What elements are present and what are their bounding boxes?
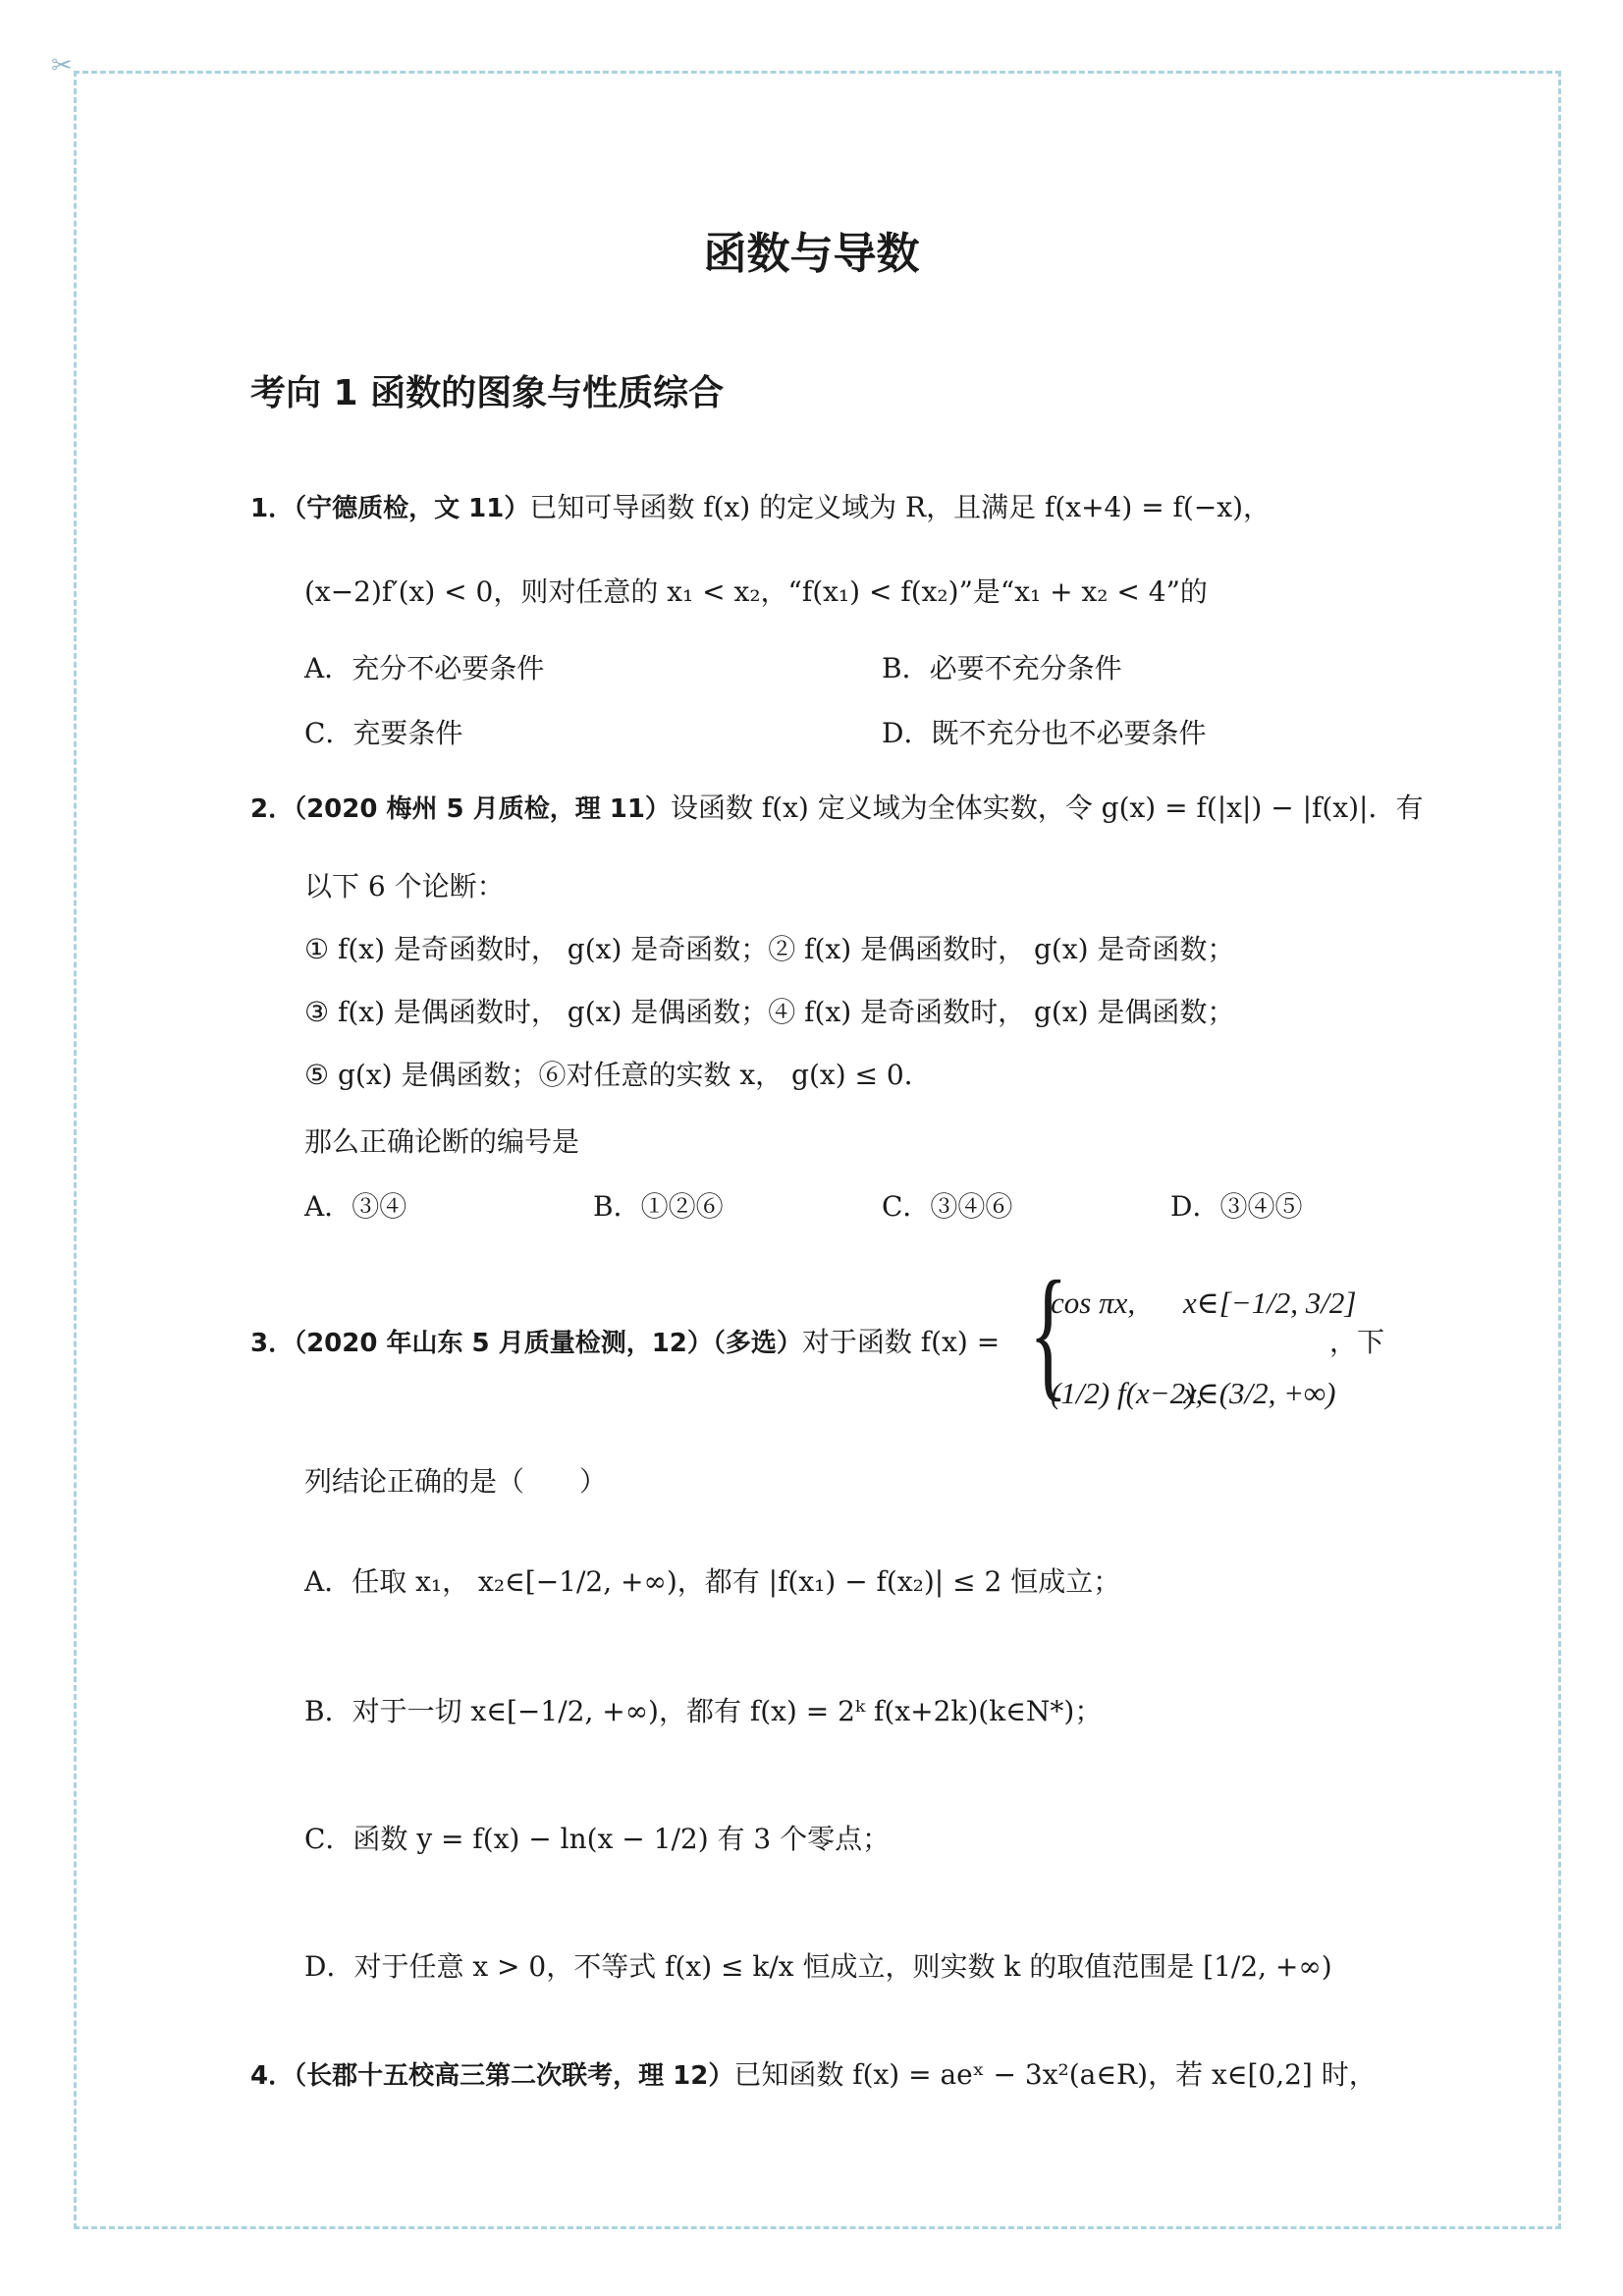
q1-line1 [250,491,1271,524]
q2-line2: 以下 6 个论断： [304,870,505,902]
q3-option-c: C．函数 y = f(x) − ln(x − 1/2) 有 3 个零点； [304,1823,891,1855]
piecewise-brace: { [1029,1251,1068,1414]
q3-stem: 对于函数 f(x) = [801,1326,1001,1358]
q4-number: 4． [250,2061,295,2091]
q3-case1-domain: x∈[−1/2, 3/2] [1183,1285,1357,1320]
q2-statement-1: ① f(x) 是奇函数时， g(x) 是奇函数；② f(x) 是偶函数时， g(x) 是奇函数； [304,933,1235,965]
q1-option-b: B．必要不充分条件 [882,652,1122,684]
scissors-icon: ✂ [51,51,73,81]
q4-stem1: 已知函数 f(x) = aeˣ − 3x²(a∈R)，若 x∈[0,2] 时， [733,2058,1377,2091]
q2-option-a: A．③④ [304,1190,407,1223]
q2-statement-2: ③ f(x) 是偶函数时， g(x) 是偶函数；④ f(x) 是奇函数时， g(x) 是偶函数； [304,996,1235,1028]
q1-source: （宁德质检，文 11） [294,494,530,523]
q1-option-d: D．既不充分也不必要条件 [882,717,1207,749]
q3-option-d: D．对于任意 x > 0，不等式 f(x) ≤ k/x 恒成立，则实数 k 的取值范围是 [1/2, +∞) [304,1950,1332,1983]
page-title: 函数与导数 [703,229,920,279]
q1-number: 1． [250,494,295,523]
q1-option-a: A．充分不必要条件 [304,652,545,684]
q2-source: （2020 梅州 5 月质检，理 11） [294,794,671,824]
q2-stem1: 设函数 f(x) 定义域为全体实数，令 g(x) = f(|x|) − |f(x)|．有 [670,792,1424,824]
q3-case1-expr: cos πx, [1051,1285,1136,1320]
section-heading: 考向 1 函数的图象与性质综合 [250,373,725,413]
q1-stem1: 已知可导函数 f(x) 的定义域为 R，且满足 f(x+4) = f(−x)， [529,491,1271,523]
q3-number: 3． [250,1329,295,1358]
q3-case2-domain: x∈(3/2, +∞) [1183,1376,1336,1410]
q1-option-c: C．充要条件 [304,717,463,749]
q2-option-d: D．③④⑤ [1170,1190,1303,1223]
q3-line2: 列结论正确的是（ ） [304,1465,608,1498]
q3-line1 [250,1326,1000,1359]
q3-option-b: B．对于一切 x∈[−1/2, +∞)，都有 f(x) = 2ᵏ f(x+2k)(k∈N*)； [304,1695,1103,1727]
q4-line1 [250,2058,1377,2092]
q3-option-a: A．任取 x₁， x₂∈[−1/2, +∞)，都有 |f(x₁) − f(x₂)| ≤ 2 恒成立； [304,1565,1121,1598]
q2-number: 2． [250,794,295,824]
q4-source: （长郡十五校高三第二次联考，理 12） [294,2061,734,2091]
q2-line1 [250,792,1423,825]
q2-ask: 那么正确论断的编号是 [304,1125,580,1158]
q1-line2: (x−2)f′(x) < 0，则对任意的 x₁ < x₂，“f(x₁) < f(x₂)”是“x₁ + x₂ < 4”的 [304,575,1208,608]
q3-tail: ，下 [1329,1326,1385,1358]
q3-source: （2020 年山东 5 月质量检测，12）（多选） [294,1329,802,1358]
q2-option-c: C．③④⑥ [882,1190,1013,1223]
q3-case2-expr: (1/2) f(x−2), [1051,1376,1204,1410]
q2-option-b: B．①②⑥ [593,1190,724,1223]
q2-statement-3: ⑤ g(x) 是偶函数；⑥对任意的实数 x， g(x) ≤ 0． [304,1059,932,1091]
